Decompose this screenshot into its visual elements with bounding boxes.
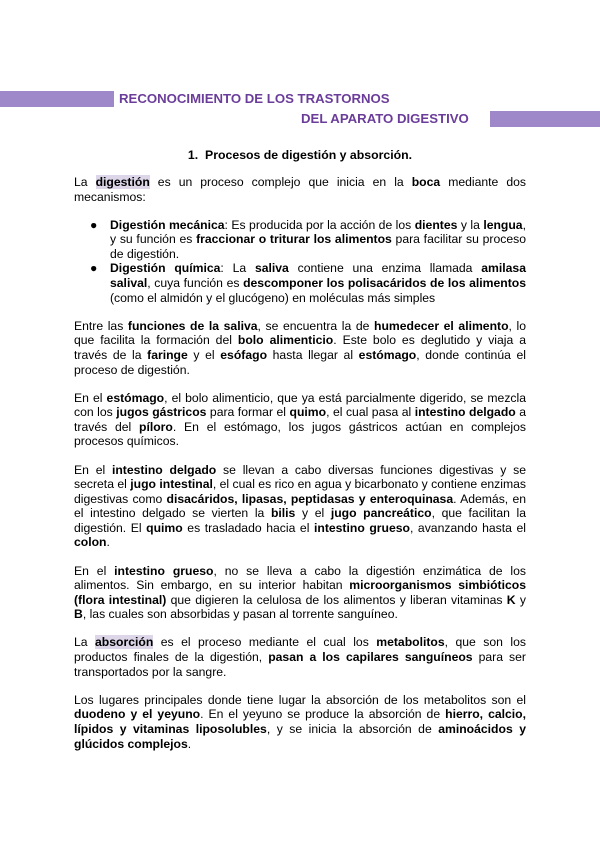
section-heading [0, 148, 600, 163]
bold-term: esófago [220, 347, 268, 362]
bold-term: quimo [289, 405, 327, 420]
bold-term: Digestión química [110, 261, 221, 276]
bold-term: K [506, 592, 516, 607]
paragraph-absorption-sites [74, 693, 526, 751]
text-run: , el bolo alimenticio, que ya está parcialmente digerido, se mezcla con los [74, 390, 526, 420]
section-number: 1. [187, 148, 199, 162]
text-run: , que son los productos finales de la digestión, [74, 635, 526, 665]
bold-term: intestino delgado [414, 405, 516, 420]
bold-term: bilis [270, 506, 296, 521]
text-run: y [515, 592, 526, 607]
text-run: , las cuales son absorbidas y pasan al torrente sanguíneo. [82, 607, 398, 622]
text-run: , y su función es [110, 217, 526, 247]
bold-term: disacáridos, lipasas, peptidasas y enteroquinasa [166, 491, 454, 506]
text-run: : Es producida por la acción de los [224, 217, 415, 232]
bold-term: quimo [146, 520, 183, 535]
text-run: contiene una enzima llamada [288, 261, 482, 276]
document-title-line2: DEL APARATO DIGESTIVO [301, 111, 469, 126]
text-run: . [187, 736, 192, 751]
bold-term: jugo pancreático [330, 506, 432, 521]
bold-term: estómago [358, 347, 417, 362]
bold-term: hierro, calcio, lípidos y vitaminas liposolubles [74, 707, 527, 736]
bold-term: duodeno y el yeyuno [74, 707, 201, 722]
list-item-chemical-digestion [90, 261, 526, 305]
bold-term: bolo alimenticio [237, 333, 334, 348]
text-run: . En el yeyuno se produce la absorción de [200, 707, 446, 722]
bold-term: funciones de la saliva [127, 318, 258, 333]
text-run: y el [187, 347, 221, 362]
text-run: En el [74, 563, 115, 578]
text-run: para facilitar su proceso de digestión. [110, 232, 526, 261]
bold-term: intestino grueso [313, 520, 410, 535]
bold-term: faringe [147, 347, 188, 362]
text-run: , avanzando hasta el [409, 520, 526, 535]
text-run: (como el almidón y el glucógeno) en moléculas más simples [110, 290, 436, 305]
bold-term: colon [74, 535, 107, 550]
text-run: . En el estómago, los jugos gástricos actúan en complejos procesos químicos. [74, 419, 526, 449]
text-run: , que facilitan la digestión. El [74, 506, 526, 535]
highlighted-term: absorción [95, 635, 154, 650]
highlighted-term: digestión [95, 175, 150, 189]
text-run: . [106, 535, 110, 550]
text-run: La [74, 175, 96, 189]
document-body [74, 175, 526, 765]
paragraph-stomach [74, 391, 526, 449]
bold-term: boca [411, 175, 441, 189]
digestion-mechanisms-list [74, 218, 526, 306]
bold-term: dientes [414, 217, 458, 232]
text-run: que digieren la celulosa de los alimentos y liberan vitaminas [166, 592, 507, 607]
text-run: , donde continúa el proceso de digestión. [74, 347, 526, 377]
bold-term: fraccionar o triturar los alimentos [196, 232, 392, 247]
text-run: para formar el [206, 405, 290, 420]
bold-term: amilasa salival [110, 261, 526, 291]
text-run: a través del [74, 405, 526, 434]
text-run: se llevan a cabo diversas funciones digestivas y se secreta el [74, 462, 526, 492]
bold-term: pasan a los capilares sanguíneos [268, 650, 473, 665]
bold-term: lengua [483, 217, 523, 232]
paragraph-absorption [74, 635, 526, 679]
bold-term: píloro [139, 419, 173, 434]
bold-term: humedecer el alimento [374, 318, 509, 333]
paragraph-small-intestine [74, 463, 526, 551]
text-run: es un proceso complejo que inicia en la [149, 175, 412, 189]
text-run: . Además, en el intestino delgado se vierten la [74, 491, 526, 521]
text-run: , y se inicia la absorción de [266, 721, 439, 736]
text-run: , se encuentra la de [257, 318, 375, 333]
bold-term: jugo intestinal [130, 477, 213, 492]
bold-term: intestino delgado [111, 462, 217, 477]
bold-term: estómago [106, 390, 165, 405]
text-run: , cuya función es [147, 276, 244, 291]
text-run: es trasladado hacia el [182, 520, 314, 535]
text-run: y la [457, 217, 484, 232]
document-title-line1: RECONOCIMIENTO DE LOS TRASTORNOS [119, 91, 390, 106]
text-run: hasta llegar al [267, 347, 359, 362]
text-run: mediante dos mecanismos: [74, 175, 527, 204]
paragraph-large-intestine [74, 564, 526, 622]
list-item-mechanical-digestion [90, 217, 526, 262]
text-run: Entre las [74, 318, 128, 333]
bold-term: jugos gástricos [116, 405, 207, 420]
bold-term: microorganismos simbióticos (flora intestinal) [74, 578, 526, 607]
paragraph-saliva-functions [74, 319, 526, 377]
text-run: , no se lleva a cabo la digestión enzimática de los alimentos. Sin embargo, en su interior habitan [74, 563, 526, 593]
bold-term: saliva [254, 261, 289, 276]
text-run: Los lugares principales donde tiene lugar la absorción de los metabolitos son el [74, 692, 526, 707]
text-run: En el [74, 462, 112, 477]
text-run: , el cual pasa al [326, 405, 415, 420]
text-run: , lo que facilita la formación del [74, 318, 526, 348]
text-run: En el [74, 390, 107, 405]
text-run: , el cual es rico en agua y bicarbonato y contiene enzimas digestivas como [74, 477, 526, 506]
header-accent-bar-right [490, 111, 600, 127]
header-accent-bar-left [0, 91, 114, 107]
text-run: es el proceso mediante el cual los [153, 635, 377, 650]
bullet-icon: ● [90, 261, 98, 276]
bullet-icon: ● [90, 217, 98, 232]
bold-term: metabolitos [376, 635, 445, 650]
text-run: y el [295, 506, 331, 521]
section-title: Procesos de digestión y absorción. [205, 148, 413, 162]
text-run: . Este bolo es deglutido y viaja a través de la [74, 333, 527, 362]
bold-term: aminoácidos y glúcidos complejos [74, 721, 526, 751]
bold-term: descomponer los polisacáridos de los alimentos [243, 276, 526, 291]
bold-term: intestino grueso [114, 563, 214, 578]
bold-term: Digestión mecánica [110, 217, 225, 232]
paragraph-digestion-intro [74, 175, 526, 204]
text-run: para ser transportados por la sangre. [74, 650, 526, 679]
text-run: La [74, 635, 96, 650]
text-run: : La [220, 261, 255, 276]
bold-term: B [74, 607, 83, 622]
